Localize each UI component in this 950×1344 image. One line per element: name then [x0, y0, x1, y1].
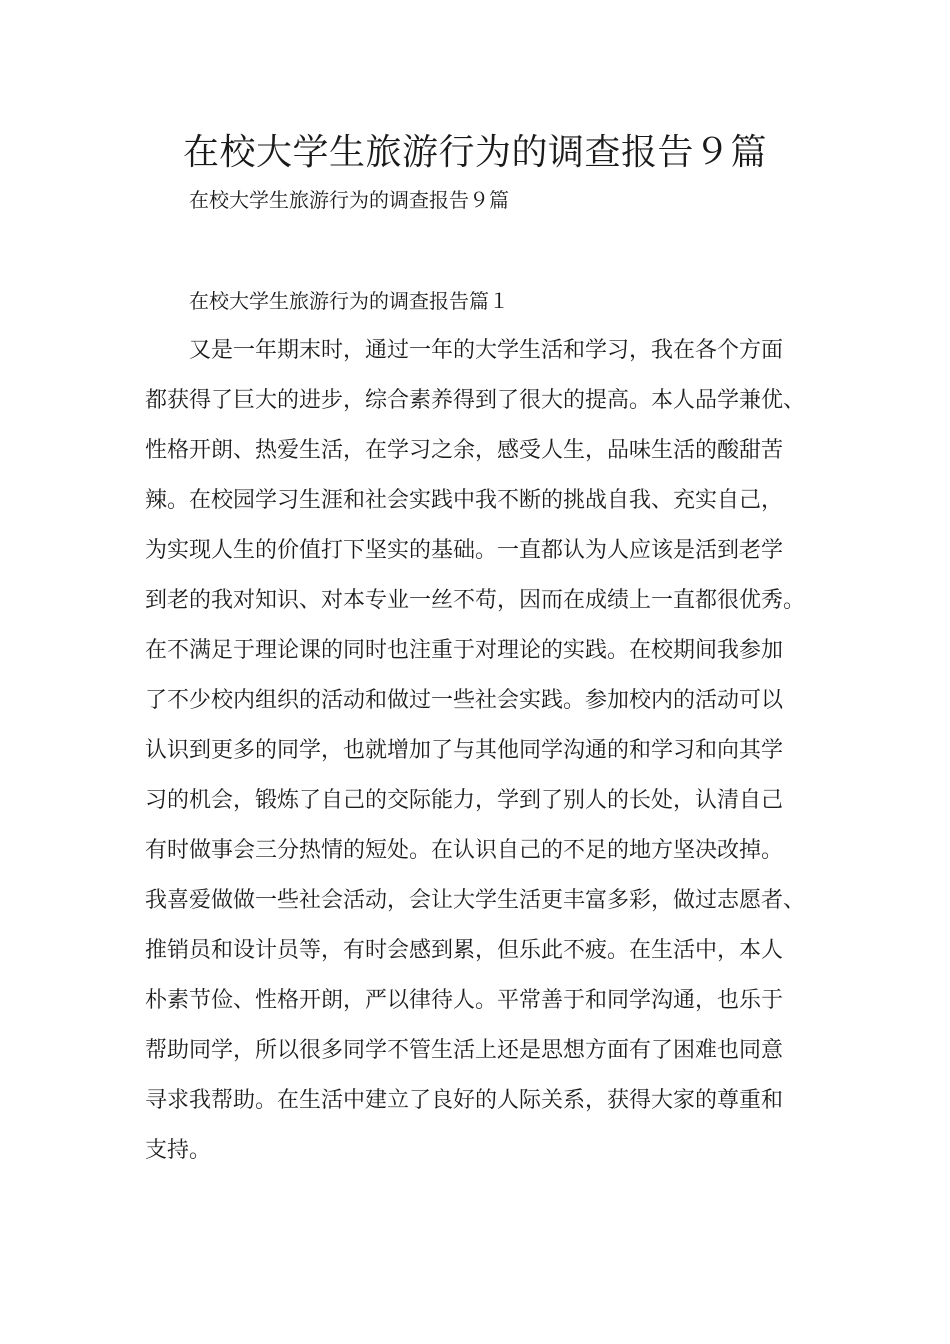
section-heading: 在校大学生旅游行为的调查报告篇１ [189, 289, 509, 313]
paragraph-line: 朴素节俭、性格开朗，严以律待人。平常善于和同学沟通，也乐于 [145, 988, 784, 1013]
paragraph-line: 性格开朗、热爱生活，在学习之余，感受人生，品味生活的酸甜苦 [145, 438, 784, 463]
paragraph-line: 到老的我对知识、对本专业一丝不苟，因而在成绩上一直都很优秀。 [145, 588, 806, 613]
paragraph-line: 有时做事会三分热情的短处。在认识自己的不足的地方坚决改掉。 [145, 838, 784, 863]
paragraph-line: 为实现人生的价值打下坚实的基础。一直都认为人应该是活到老学 [145, 538, 784, 563]
paragraph-line: 辣。在校园学习生涯和社会实践中我不断的挑战自我、充实自己， [145, 488, 784, 513]
paragraph-line: 都获得了巨大的进步，综合素养得到了很大的提高。本人品学兼优、 [145, 388, 806, 413]
paragraph-line: 认识到更多的同学，也就增加了与其他同学沟通的和学习和向其学 [145, 738, 784, 763]
paragraph-line: 在不满足于理论课的同时也注重于对理论的实践。在校期间我参加 [145, 638, 784, 663]
paragraph-line: 寻求我帮助。在生活中建立了良好的人际关系，获得大家的尊重和 [145, 1088, 784, 1113]
paragraph-line: 支持。 [145, 1138, 212, 1163]
paragraph-line: 习的机会，锻炼了自己的交际能力，学到了别人的长处，认清自己 [145, 788, 784, 813]
body-paragraph [145, 334, 825, 1184]
document-subtitle: 在校大学生旅游行为的调查报告９篇 [189, 188, 509, 212]
paragraph-line: 了不少校内组织的活动和做过一些社会实践。参加校内的活动可以 [145, 688, 784, 713]
paragraph-line: 我喜爱做做一些社会活动，会让大学生活更丰富多彩，做过志愿者、 [145, 888, 806, 913]
paragraph-line: 又是一年期末时，通过一年的大学生活和学习，我在各个方面 [189, 338, 784, 363]
document-title: 在校大学生旅游行为的调查报告９篇 [182, 132, 767, 173]
paragraph-line: 帮助同学，所以很多同学不管生活上还是思想方面有了困难也同意 [145, 1038, 784, 1063]
paragraph-line: 推销员和设计员等，有时会感到累，但乐此不疲。在生活中，本人 [145, 938, 784, 963]
